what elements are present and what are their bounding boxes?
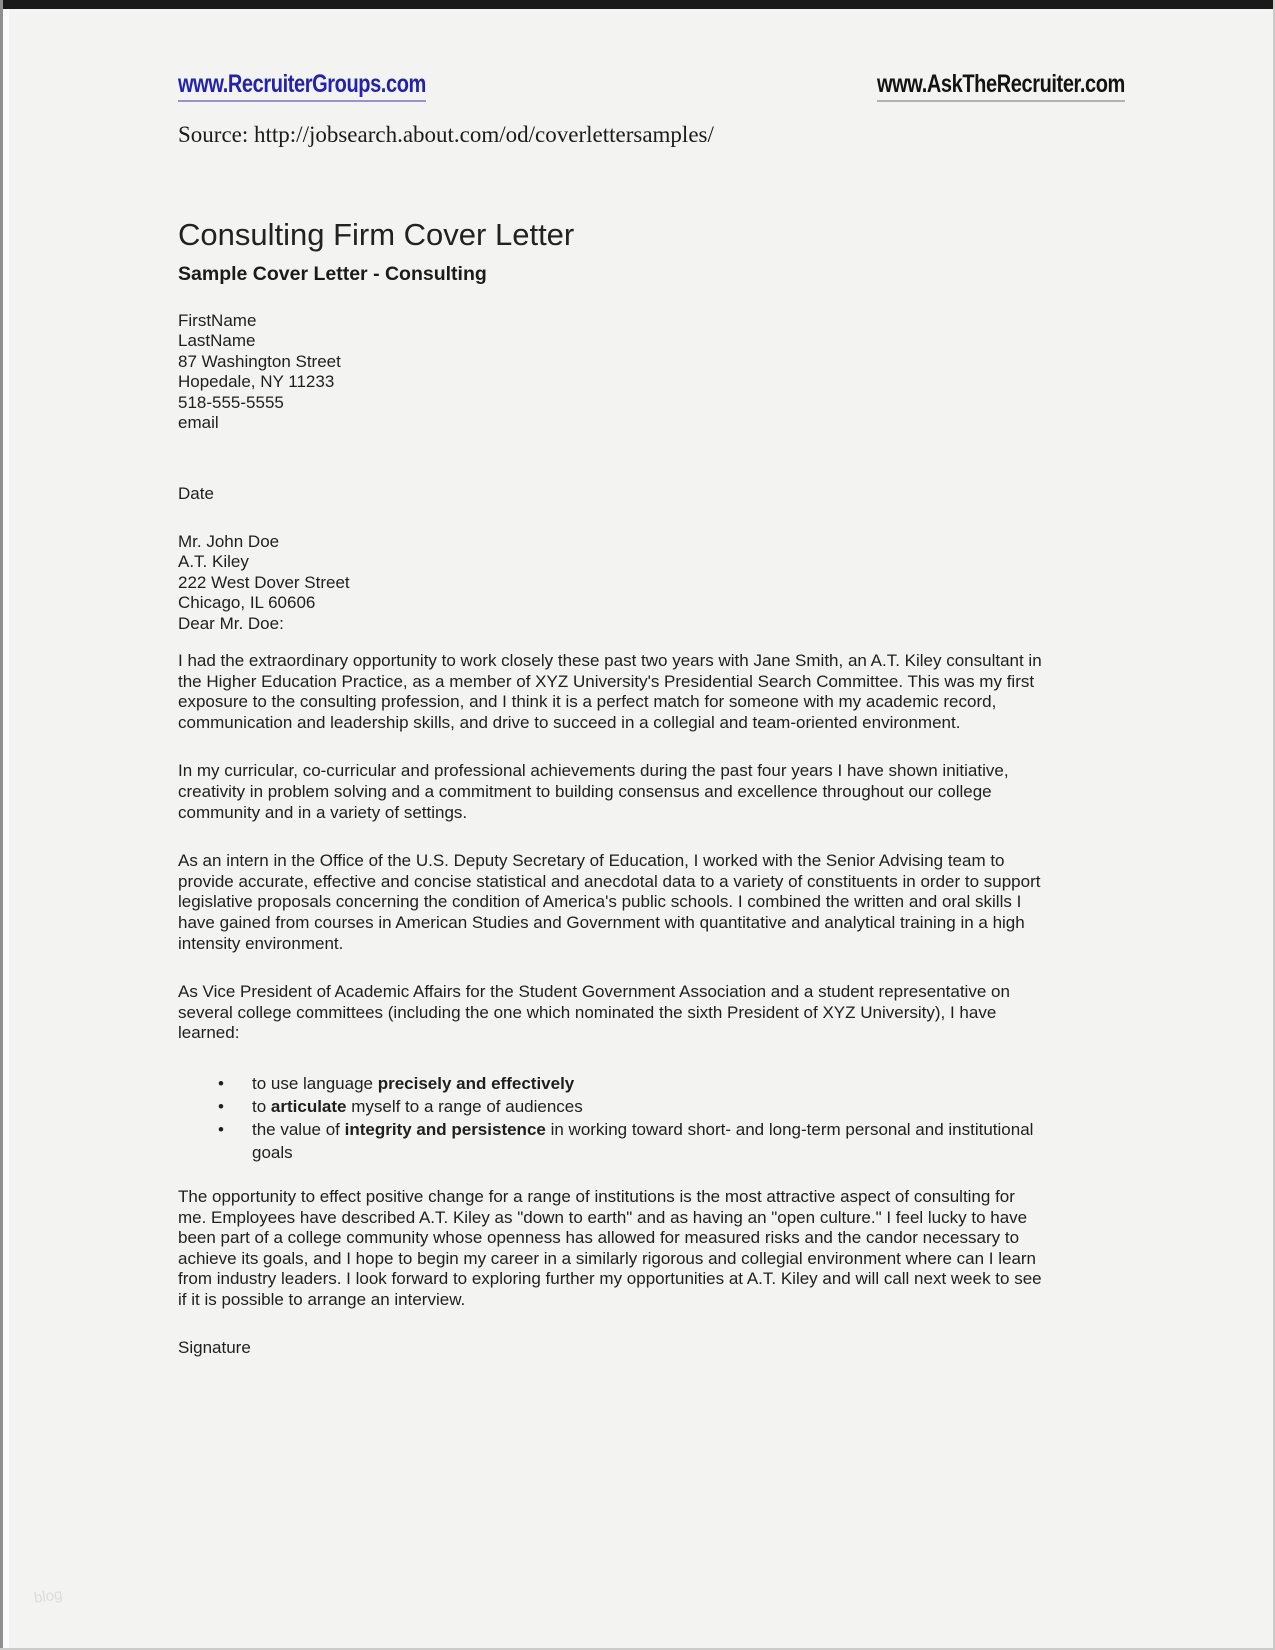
bullet-icon: •: [218, 1119, 224, 1139]
body-paragraph-3: As an intern in the Office of the U.S. Deputy Secretary of Education, I worked with the Senior Advising team to provide accurate, effective and concise statistical and anecdotal data to a variety of constituents in order to support legislative proposals concerning the condition of America's public schools. I combined the written and oral skills I have gained from courses in American Studies and Government with quantitative and analytical training in a high intensity environment.: [178, 851, 1041, 953]
sender-city-state-zip: Hopedale, NY 11233: [178, 372, 335, 392]
blog-watermark: blog: [32, 1586, 64, 1607]
page-top-border: [0, 0, 1275, 9]
closing-paragraph: The opportunity to effect positive change for a range of institutions is the most attractive aspect of consulting for me. Employees have described A.T. Kiley as "down to earth" and as having an "open culture." I feel lucky to have been part of a college community whose openness has allowed for measured risks and the candor necessary to achieve its goals, and I hope to begin my career in a similarly rigorous and collegial environment where can I learn from industry leaders. I look forward to exploring further my opportunities at A.T. Kiley and will call next week to see if it is possible to arrange an interview.: [178, 1186, 1042, 1309]
body-paragraph-1: I had the extraordinary opportunity to work closely these past two years with Jane Smith, an A.T. Kiley consultant in the Higher Education Practice, as a member of XYZ University's Presidential Search Committee. This was my first exposure to the consulting profession, and I think it is a perfect match for someone with my academic record, communication and leadership skills, and drive to succeed in a collegial and team-oriented environment.: [178, 651, 1042, 732]
page-subtitle: Sample Cover Letter - Consulting: [178, 263, 487, 285]
sender-address-block: [178, 311, 341, 433]
page-title: Consulting Firm Cover Letter: [178, 217, 575, 252]
salutation: Dear Mr. Doe:: [178, 613, 284, 633]
recruitergroups-link[interactable]: [178, 70, 488, 102]
sender-email: email: [178, 413, 219, 433]
page-left-edge-highlight: [3, 9, 9, 1650]
recipient-address-block: [178, 532, 350, 634]
recipient-company: A.T. Kiley: [178, 552, 249, 572]
recipient-city-state-zip: Chicago, IL 60606: [178, 593, 316, 613]
date-placeholder: Date: [178, 484, 214, 503]
body-paragraph-2: In my curricular, co-curricular and professional achievements during the past four years I have shown initiative, creativity in problem solving and a commitment to building consensus and excellence throughout our college community and in a variety of settings.: [178, 761, 1009, 822]
bullet-item-2-text: to articulate myself to a range of audiences: [252, 1096, 583, 1116]
recipient-name: Mr. John Doe: [178, 532, 280, 551]
bullet-item-3-text: the value of integrity and persistence in working toward short- and long-term personal and institutional goals: [252, 1119, 1034, 1162]
body-paragraph-4: As Vice President of Academic Affairs for the Student Government Association and a student representative on several college committees (including the one which nominated the sixth President of XYZ University), I have learned:: [178, 982, 1010, 1043]
bullet-item-1-text: to use language precisely and effectively: [252, 1073, 575, 1093]
sender-street: 87 Washington Street: [178, 351, 341, 371]
bullet-item-3: [178, 1118, 1043, 1164]
bullet-icon: •: [218, 1073, 224, 1093]
asktherecruiter-link-label: www.AskTheRecruiter.com: [877, 70, 1125, 102]
signature-placeholder: Signature: [178, 1338, 251, 1358]
source-line: Source: http://jobsearch.about.com/od/coverlettersamples/: [178, 122, 714, 147]
sender-phone: 518-555-5555: [178, 392, 284, 412]
bullet-item-1: [178, 1072, 1043, 1095]
recruitergroups-link-label: www.RecruiterGroups.com: [178, 70, 426, 102]
skills-bullet-list: [178, 1072, 1043, 1164]
bullet-icon: •: [218, 1096, 224, 1116]
bullet-item-2: [178, 1095, 1043, 1118]
recipient-street: 222 West Dover Street: [178, 572, 350, 592]
sender-last-name: LastName: [178, 331, 256, 351]
asktherecruiter-link[interactable]: [815, 70, 1125, 102]
sender-first-name: FirstName: [178, 311, 257, 330]
letter-body: [178, 651, 1043, 1387]
